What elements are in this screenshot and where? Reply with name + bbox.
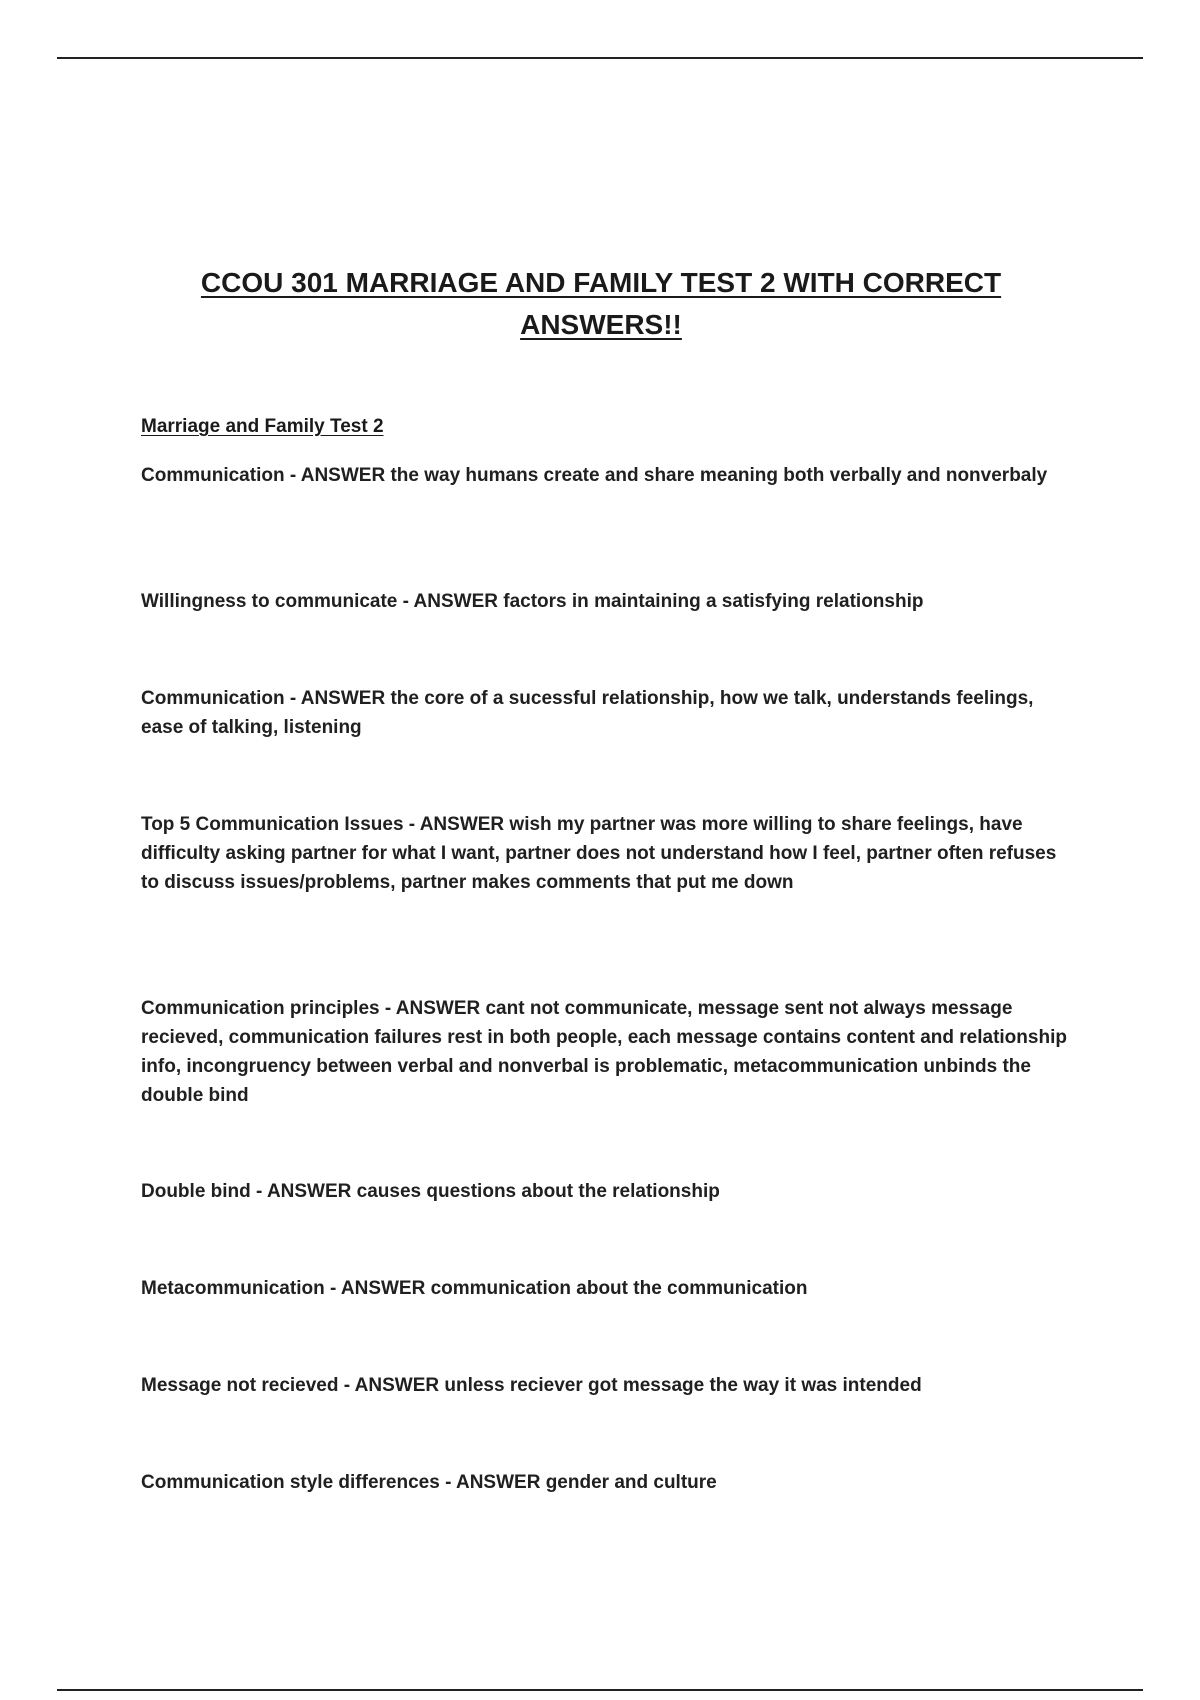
qa-entry: Willingness to communicate - ANSWER factors in maintaining a satisfying relationship [141, 591, 924, 612]
qa-entry: Double bind - ANSWER causes questions about the relationship [141, 1181, 720, 1202]
qa-entry: Communication - ANSWER the core of a sucessful relationship, how we talk, understands feelings, ease of talking, listening [141, 688, 1034, 738]
header-rule [57, 57, 1143, 59]
qa-entry: Top 5 Communication Issues - ANSWER wish my partner was more willing to share feelings, have difficulty asking partner for what I want, partner does not understand how I feel, partner often refuses to discuss issues/problems, partner makes comments that put me down [141, 814, 1057, 893]
qa-entry: Communication principles - ANSWER cant not communicate, message sent not always message recieved, communication failures rest in both people, each message contains content and relationship info, incongruency between verbal and nonverbal is problematic, metacommunication unbinds the double bind [141, 998, 1067, 1106]
qa-entry: Message not recieved - ANSWER unless reciever got message the way it was intended [141, 1375, 922, 1396]
qa-entry: Communication style differences - ANSWER gender and culture [141, 1472, 717, 1493]
section-heading: Marriage and Family Test 2 [141, 416, 384, 437]
footer-rule [57, 1689, 1143, 1691]
document-title: CCOU 301 MARRIAGE AND FAMILY TEST 2 WITH CORRECT ANSWERS!! [200, 267, 1002, 340]
qa-entry: Metacommunication - ANSWER communication about the communication [141, 1278, 808, 1299]
qa-entry: Communication - ANSWER the way humans create and share meaning both verbally and nonverbaly [141, 465, 1048, 486]
